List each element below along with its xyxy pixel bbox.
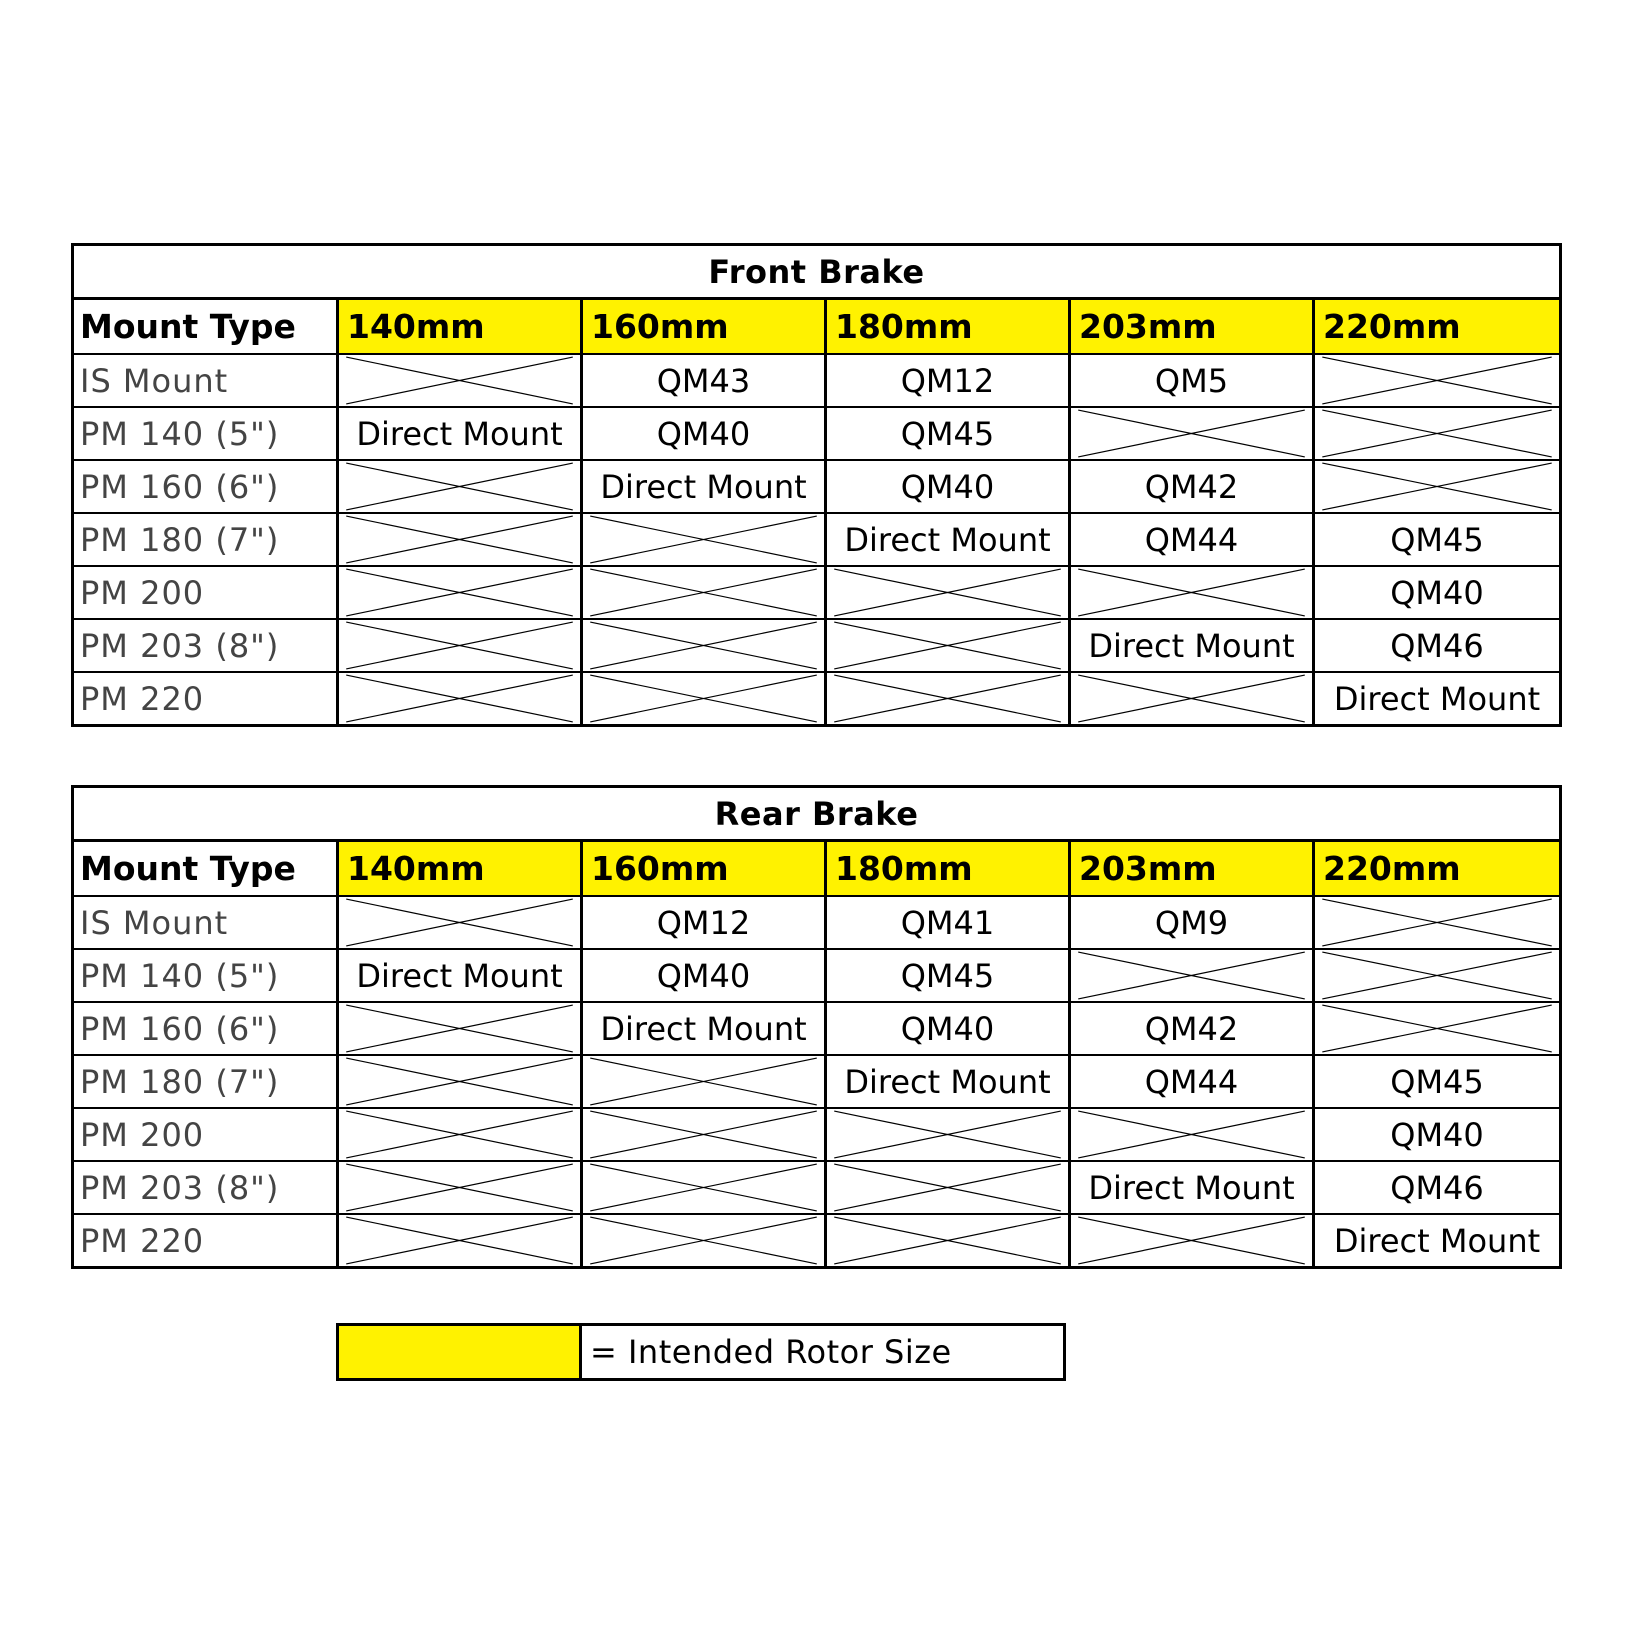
cross-out-mark bbox=[583, 620, 824, 671]
not-applicable-cell bbox=[338, 619, 582, 672]
front-brake-table bbox=[71, 243, 1562, 727]
cross-out-mark bbox=[1315, 408, 1559, 459]
not-applicable-cell bbox=[1314, 407, 1561, 460]
cross-out-mark bbox=[339, 355, 580, 406]
cross-out-mark bbox=[339, 1109, 580, 1160]
table-row bbox=[73, 1214, 1561, 1268]
table-row bbox=[73, 1002, 1561, 1055]
table-row bbox=[73, 407, 1561, 460]
adapter-cell: Direct Mount bbox=[582, 460, 826, 513]
front-brake-title: Front Brake bbox=[73, 245, 1561, 299]
cross-out-mark bbox=[827, 567, 1068, 618]
not-applicable-cell bbox=[582, 619, 826, 672]
not-applicable-cell bbox=[826, 619, 1070, 672]
not-applicable-cell bbox=[1070, 1214, 1314, 1268]
not-applicable-cell bbox=[1314, 354, 1561, 407]
not-applicable-cell bbox=[582, 672, 826, 726]
not-applicable-cell bbox=[338, 1161, 582, 1214]
cross-out-mark bbox=[339, 567, 580, 618]
adapter-cell: QM43 bbox=[582, 354, 826, 407]
mount-type-label: IS Mount bbox=[73, 354, 338, 407]
table-row bbox=[73, 1161, 1561, 1214]
adapter-cell: Direct Mount bbox=[1070, 1161, 1314, 1214]
not-applicable-cell bbox=[338, 672, 582, 726]
adapter-cell: Direct Mount bbox=[826, 513, 1070, 566]
adapter-cell: QM46 bbox=[1314, 1161, 1561, 1214]
cross-out-mark bbox=[583, 1215, 824, 1266]
cross-out-mark bbox=[827, 620, 1068, 671]
cross-out-mark bbox=[827, 673, 1068, 724]
not-applicable-cell bbox=[582, 1055, 826, 1108]
not-applicable-cell bbox=[1314, 460, 1561, 513]
cross-out-mark bbox=[339, 1215, 580, 1266]
column-header-rotor-size: 220mm bbox=[1314, 299, 1561, 355]
cross-out-mark bbox=[583, 514, 824, 565]
cross-out-mark bbox=[583, 1109, 824, 1160]
not-applicable-cell bbox=[826, 672, 1070, 726]
cross-out-mark bbox=[339, 1003, 580, 1054]
adapter-cell: QM45 bbox=[1314, 513, 1561, 566]
not-applicable-cell bbox=[1314, 1002, 1561, 1055]
mount-type-label: PM 180 (7") bbox=[73, 513, 338, 566]
legend-swatch bbox=[339, 1326, 582, 1378]
cross-out-mark bbox=[339, 1162, 580, 1213]
adapter-cell: QM42 bbox=[1070, 460, 1314, 513]
cross-out-mark bbox=[827, 1109, 1068, 1160]
adapter-cell: QM40 bbox=[582, 407, 826, 460]
adapter-cell: QM40 bbox=[1314, 1108, 1561, 1161]
cross-out-mark bbox=[1071, 408, 1312, 459]
cross-out-mark bbox=[339, 620, 580, 671]
mount-type-label: PM 140 (5") bbox=[73, 407, 338, 460]
table-row bbox=[73, 619, 1561, 672]
cross-out-mark bbox=[827, 1215, 1068, 1266]
cross-out-mark bbox=[339, 461, 580, 512]
cross-out-mark bbox=[1071, 950, 1312, 1001]
rear-brake-table bbox=[71, 785, 1562, 1269]
cross-out-mark bbox=[339, 673, 580, 724]
not-applicable-cell bbox=[582, 566, 826, 619]
table-row bbox=[73, 1055, 1561, 1108]
table-row bbox=[73, 672, 1561, 726]
legend-label: = Intended Rotor Size bbox=[590, 1333, 952, 1371]
not-applicable-cell bbox=[338, 460, 582, 513]
mount-type-label: PM 220 bbox=[73, 1214, 338, 1268]
mount-type-label: PM 220 bbox=[73, 672, 338, 726]
column-header-rotor-size: 140mm bbox=[338, 841, 582, 897]
adapter-cell: Direct Mount bbox=[1314, 672, 1561, 726]
not-applicable-cell bbox=[338, 354, 582, 407]
adapter-cell: Direct Mount bbox=[1070, 619, 1314, 672]
adapter-cell: QM41 bbox=[826, 896, 1070, 949]
cross-out-mark bbox=[1315, 355, 1559, 406]
adapter-cell: Direct Mount bbox=[826, 1055, 1070, 1108]
adapter-cell: Direct Mount bbox=[582, 1002, 826, 1055]
cross-out-mark bbox=[1071, 567, 1312, 618]
not-applicable-cell bbox=[582, 1161, 826, 1214]
table-row bbox=[73, 460, 1561, 513]
adapter-cell: QM40 bbox=[826, 460, 1070, 513]
mount-type-label: PM 160 (6") bbox=[73, 460, 338, 513]
adapter-cell: QM45 bbox=[826, 949, 1070, 1002]
table-row bbox=[73, 354, 1561, 407]
adapter-cell: QM12 bbox=[826, 354, 1070, 407]
cross-out-mark bbox=[339, 1056, 580, 1107]
cross-out-mark bbox=[1315, 897, 1559, 948]
not-applicable-cell bbox=[338, 1002, 582, 1055]
table-row bbox=[73, 949, 1561, 1002]
adapter-cell: Direct Mount bbox=[338, 949, 582, 1002]
not-applicable-cell bbox=[582, 513, 826, 566]
not-applicable-cell bbox=[338, 896, 582, 949]
mount-type-label: PM 160 (6") bbox=[73, 1002, 338, 1055]
column-header-rotor-size: 203mm bbox=[1070, 841, 1314, 897]
adapter-cell: QM44 bbox=[1070, 513, 1314, 566]
adapter-cell: QM9 bbox=[1070, 896, 1314, 949]
adapter-cell: QM45 bbox=[826, 407, 1070, 460]
adapter-cell: QM40 bbox=[826, 1002, 1070, 1055]
cross-out-mark bbox=[1071, 1215, 1312, 1266]
mount-type-label: PM 140 (5") bbox=[73, 949, 338, 1002]
cross-out-mark bbox=[583, 1162, 824, 1213]
adapter-cell: Direct Mount bbox=[338, 407, 582, 460]
not-applicable-cell bbox=[826, 566, 1070, 619]
not-applicable-cell bbox=[1070, 566, 1314, 619]
not-applicable-cell bbox=[1070, 672, 1314, 726]
mount-type-label: PM 203 (8") bbox=[73, 619, 338, 672]
cross-out-mark bbox=[827, 1162, 1068, 1213]
cross-out-mark bbox=[1315, 1003, 1559, 1054]
table-row bbox=[73, 896, 1561, 949]
adapter-cell: QM5 bbox=[1070, 354, 1314, 407]
adapter-cell: QM40 bbox=[1314, 566, 1561, 619]
not-applicable-cell bbox=[826, 1214, 1070, 1268]
not-applicable-cell bbox=[826, 1108, 1070, 1161]
column-header-rotor-size: 180mm bbox=[826, 299, 1070, 355]
column-header-rotor-size: 140mm bbox=[338, 299, 582, 355]
adapter-cell: QM42 bbox=[1070, 1002, 1314, 1055]
cross-out-mark bbox=[339, 514, 580, 565]
not-applicable-cell bbox=[1070, 1108, 1314, 1161]
not-applicable-cell bbox=[338, 566, 582, 619]
column-header-mount-type: Mount Type bbox=[73, 841, 338, 897]
rear-brake-title: Rear Brake bbox=[73, 787, 1561, 841]
mount-type-label: IS Mount bbox=[73, 896, 338, 949]
not-applicable-cell bbox=[582, 1214, 826, 1268]
table-row bbox=[73, 513, 1561, 566]
mount-type-label: PM 203 (8") bbox=[73, 1161, 338, 1214]
not-applicable-cell bbox=[338, 1055, 582, 1108]
cross-out-mark bbox=[583, 1056, 824, 1107]
table-row bbox=[73, 566, 1561, 619]
cross-out-mark bbox=[1315, 950, 1559, 1001]
column-header-rotor-size: 220mm bbox=[1314, 841, 1561, 897]
not-applicable-cell bbox=[1070, 949, 1314, 1002]
not-applicable-cell bbox=[582, 1108, 826, 1161]
not-applicable-cell bbox=[338, 513, 582, 566]
not-applicable-cell bbox=[338, 1214, 582, 1268]
column-header-rotor-size: 160mm bbox=[582, 841, 826, 897]
column-header-rotor-size: 180mm bbox=[826, 841, 1070, 897]
cross-out-mark bbox=[1071, 1109, 1312, 1160]
mount-type-label: PM 180 (7") bbox=[73, 1055, 338, 1108]
column-header-mount-type: Mount Type bbox=[73, 299, 338, 355]
not-applicable-cell bbox=[1314, 949, 1561, 1002]
cross-out-mark bbox=[583, 567, 824, 618]
adapter-cell: QM45 bbox=[1314, 1055, 1561, 1108]
adapter-cell: QM46 bbox=[1314, 619, 1561, 672]
legend bbox=[336, 1323, 1066, 1381]
cross-out-mark bbox=[1071, 673, 1312, 724]
column-header-rotor-size: 160mm bbox=[582, 299, 826, 355]
adapter-cell: QM12 bbox=[582, 896, 826, 949]
adapter-cell: QM44 bbox=[1070, 1055, 1314, 1108]
not-applicable-cell bbox=[1070, 407, 1314, 460]
cross-out-mark bbox=[1315, 461, 1559, 512]
column-header-rotor-size: 203mm bbox=[1070, 299, 1314, 355]
mount-type-label: PM 200 bbox=[73, 566, 338, 619]
not-applicable-cell bbox=[826, 1161, 1070, 1214]
cross-out-mark bbox=[339, 897, 580, 948]
not-applicable-cell bbox=[1314, 896, 1561, 949]
adapter-cell: Direct Mount bbox=[1314, 1214, 1561, 1268]
table-row bbox=[73, 1108, 1561, 1161]
not-applicable-cell bbox=[338, 1108, 582, 1161]
adapter-cell: QM40 bbox=[582, 949, 826, 1002]
mount-type-label: PM 200 bbox=[73, 1108, 338, 1161]
cross-out-mark bbox=[583, 673, 824, 724]
